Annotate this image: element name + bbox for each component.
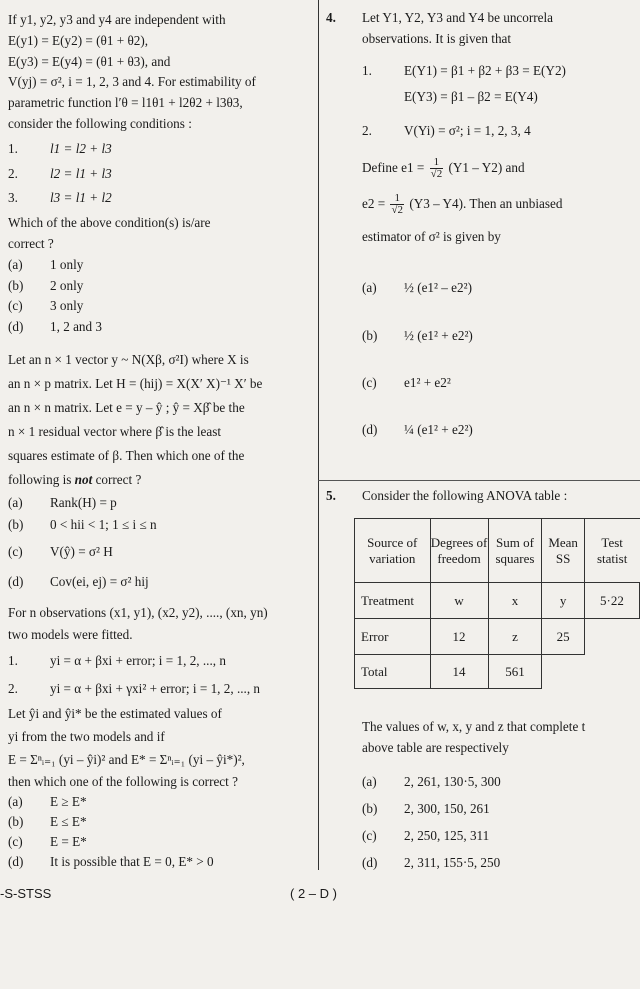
q1-ask-1: Which of the above condition(s) is/are (8, 215, 211, 231)
question-3 (8, 602, 312, 872)
condition-text: l2 = l1 + l3 (50, 165, 112, 181)
condition-text: l3 = l1 + l2 (50, 190, 112, 206)
option-label: (a) (362, 279, 377, 295)
q2-stem-3: an n × n matrix. Let e = y – ŷ ; ŷ = Xβ̂ be the (8, 399, 245, 415)
option-text: E = E* (50, 833, 87, 849)
question-2 (8, 348, 312, 596)
option-text: ½ (e1² – e2²) (404, 279, 472, 295)
q5-ask-line: above table are respectively (362, 740, 509, 755)
q4-define-e1 (362, 150, 638, 186)
q1-stem-3: E(y3) = E(y4) = (θ1 + θ3), and (8, 53, 171, 69)
q5-ask-line: The values of w, x, y and z that complete t (362, 719, 586, 734)
q4-given (362, 116, 638, 146)
question-5 (326, 486, 640, 507)
option-text: E ≤ E* (50, 813, 87, 829)
def-text: (Y1 – Y2) and (448, 159, 525, 175)
option[interactable] (8, 792, 312, 812)
table-cell: Treatment (355, 583, 431, 619)
option[interactable] (8, 317, 312, 338)
option-text: e1² + e2² (404, 374, 451, 390)
anova-table (354, 518, 640, 689)
q2-stem-1: Let an n × 1 vector y ~ N(Xβ, σ²I) where X is (8, 351, 249, 367)
option-label: (b) (362, 327, 378, 343)
fraction-denominator: √2 (391, 204, 404, 217)
column-divider (318, 0, 319, 870)
table-header: Source of variation (355, 519, 431, 583)
option-text: Cov(ei, ej) = σ² hij (50, 573, 149, 589)
right-column (326, 8, 638, 503)
table-header-row (355, 519, 640, 583)
option[interactable] (362, 795, 640, 822)
condition-number: 1. (8, 140, 18, 156)
option-label: (d) (362, 421, 378, 437)
given-text: E(Y1) = β1 + β2 + β3 = E(Y2) (404, 62, 566, 78)
option-text: 1, 2 and 3 (50, 319, 103, 335)
option[interactable] (362, 264, 638, 312)
table-cell: Error (355, 619, 431, 655)
table-cell (542, 655, 584, 689)
table-header: Degrees of freedom (430, 519, 488, 583)
model-number: 2. (8, 680, 18, 696)
q4-given (362, 84, 638, 110)
q4-ask: estimator of σ² is given by (362, 228, 501, 244)
q1-ask-2: correct ? (8, 235, 54, 251)
option-text: 2, 261, 130·5, 300 (404, 774, 501, 789)
table-header: Mean SS (542, 519, 584, 583)
option-text: V(ŷ) = σ² H (50, 543, 113, 559)
option-label: (d) (8, 853, 24, 869)
option-text: 0 < hii < 1; 1 ≤ i ≤ n (50, 516, 157, 532)
q1-stem-5: parametric function l′θ = l1θ1 + l2θ2 + l3θ3, (8, 95, 243, 111)
option-label: (c) (8, 543, 23, 559)
condition-text: l1 = l2 + l3 (50, 140, 112, 156)
q3-more-1: Let ŷi and ŷi* be the estimated values of (8, 705, 222, 721)
option-text: ½ (e1² + e2²) (404, 327, 473, 343)
condition-number: 3. (8, 190, 18, 206)
q4-intro-text: Let Y1, Y2, Y3 and Y4 be uncorrela (362, 10, 554, 25)
model-text: yi = α + βxi + γxi² + error; i = 1, 2, ..., n (50, 680, 261, 696)
option-label: (c) (362, 374, 377, 390)
option[interactable] (8, 276, 312, 297)
q3-stem-2: two models were fitted. (8, 626, 133, 642)
option-text: Rank(H) = p (50, 494, 117, 510)
fraction-numerator: 1 (390, 193, 404, 205)
q4-intro-2: observations. It is given that (362, 30, 512, 46)
given-text: V(Yi) = σ²; i = 1, 2, 3, 4 (404, 122, 531, 138)
table-cell: 5·22 (584, 583, 639, 619)
table-cell (584, 655, 639, 689)
q1-stem-2: E(y1) = E(y2) = (θ1 + θ2), (8, 32, 149, 48)
model-text: yi = α + βxi + error; i = 1, 2, ..., n (50, 652, 226, 668)
option-text: E ≥ E* (50, 793, 87, 809)
q3-stem-1: For n observations (x1, y1), (x2, y2), ...., (xn, yn) (8, 604, 268, 620)
option-text: 1 only (50, 256, 84, 272)
table-row (355, 655, 640, 689)
option[interactable] (8, 568, 312, 596)
table-cell (584, 619, 639, 655)
question-number: 5. (326, 488, 336, 503)
option-text: 2, 250, 125, 311 (404, 828, 490, 843)
q1-stem-1: If y1, y2, y3 and y4 are independent with (8, 12, 226, 27)
paper-code: -S-STSS (0, 886, 52, 901)
table-cell: 561 (488, 655, 542, 689)
q3-more-2: yi from the two models and if (8, 728, 165, 744)
q2-stem-text: following is (8, 471, 75, 487)
table-header: Sum of squares (488, 519, 542, 583)
fraction-denominator: √2 (430, 168, 443, 181)
option-label: (a) (8, 793, 23, 809)
option[interactable] (362, 360, 638, 406)
option[interactable] (8, 514, 312, 536)
option-label: (d) (8, 573, 24, 589)
option[interactable] (8, 296, 312, 317)
fraction-numerator: 1 (430, 157, 444, 169)
q1-condition (8, 188, 312, 209)
option-text: ¼ (e1² + e2²) (404, 421, 473, 437)
q3-more-4: then which one of the following is correct ? (8, 773, 238, 789)
option-text: 2, 311, 155·5, 250 (404, 855, 501, 870)
q3-model (8, 646, 312, 676)
q1-condition (8, 139, 312, 160)
table-cell: Total (355, 655, 431, 689)
option-label: (a) (8, 256, 23, 272)
q2-stem-text: correct ? (92, 471, 142, 487)
model-number: 1. (8, 652, 18, 668)
q2-stem-4: n × 1 residual vector where β̂ is the least (8, 423, 221, 439)
option[interactable] (362, 406, 638, 454)
option-text: 2, 300, 150, 261 (404, 801, 490, 816)
option-label: (c) (8, 833, 23, 849)
q1-stem-6: consider the following conditions : (8, 115, 192, 131)
option[interactable] (362, 312, 638, 360)
q3-more-3: E = Σⁿᵢ₌₁ (yi – ŷi)² and E* = Σⁿᵢ₌₁ (yi – ŷi*)², (8, 751, 245, 767)
option[interactable] (8, 852, 312, 872)
option-text: It is possible that E = 0, E* > 0 (50, 853, 214, 869)
condition-number: 2. (8, 165, 18, 181)
option-label: (d) (8, 319, 24, 335)
def-text: Define e1 = (362, 159, 425, 175)
given-text: E(Y3) = β1 – β2 = E(Y4) (404, 88, 538, 104)
option-label: (a) (8, 494, 23, 510)
option[interactable] (8, 832, 312, 852)
table-cell: y (542, 583, 584, 619)
option[interactable] (8, 536, 312, 568)
def-text: e2 = (362, 195, 386, 211)
option[interactable] (362, 768, 640, 795)
option-label: (c) (8, 298, 23, 314)
question-4 (326, 8, 638, 454)
q4-define-e2 (362, 186, 638, 222)
table-cell: 25 (542, 619, 584, 655)
q5-intro-text: Consider the following ANOVA table : (362, 488, 568, 503)
option[interactable] (8, 812, 312, 832)
q2-stem-6 (8, 468, 312, 492)
option-label: (b) (8, 813, 24, 829)
question-separator (318, 480, 640, 481)
table-row (355, 619, 640, 655)
option-label: (b) (8, 277, 24, 293)
page-number: ( 2 – D ) (290, 886, 337, 901)
q4-intro-1 (326, 8, 638, 29)
q3-model (8, 676, 312, 702)
table-cell: 12 (430, 619, 488, 655)
given-number: 2. (362, 122, 372, 138)
option-label: (c) (362, 828, 377, 843)
q1-stem-4: V(yj) = σ², i = 1, 2, 3 and 4. For estimability of (8, 74, 256, 90)
question-1 (8, 10, 312, 338)
option-label: (b) (8, 516, 24, 532)
given-number: 1. (362, 62, 372, 78)
table-cell: x (488, 583, 542, 619)
question-number: 4. (326, 10, 336, 25)
option-label: (a) (362, 774, 377, 789)
option-label: (d) (362, 855, 378, 870)
left-column (8, 10, 312, 878)
q1-condition (8, 164, 312, 185)
fraction (430, 157, 444, 180)
option-label: (b) (362, 801, 378, 816)
q2-stem-5: squares estimate of β. Then which one of the (8, 447, 245, 463)
table-row (355, 583, 640, 619)
q5-ask (362, 716, 640, 876)
option[interactable] (8, 255, 312, 276)
option[interactable] (362, 822, 640, 849)
q5-intro (326, 486, 640, 507)
q2-emphasis: not (74, 471, 93, 487)
table-cell: z (488, 619, 542, 655)
q2-stem-2: an n × p matrix. Let H = (hij) = X(X′ X)⁻¹ X′ be (8, 375, 263, 391)
table-cell: 14 (430, 655, 488, 689)
fraction (390, 193, 404, 216)
option[interactable] (362, 849, 640, 876)
option-text: 3 only (50, 298, 84, 314)
q4-given (362, 58, 638, 84)
def-text: (Y3 – Y4). Then an unbiased (409, 195, 563, 211)
table-header: Test statist (584, 519, 639, 583)
option[interactable] (8, 492, 312, 514)
option-text: 2 only (50, 277, 84, 293)
table-cell: w (430, 583, 488, 619)
